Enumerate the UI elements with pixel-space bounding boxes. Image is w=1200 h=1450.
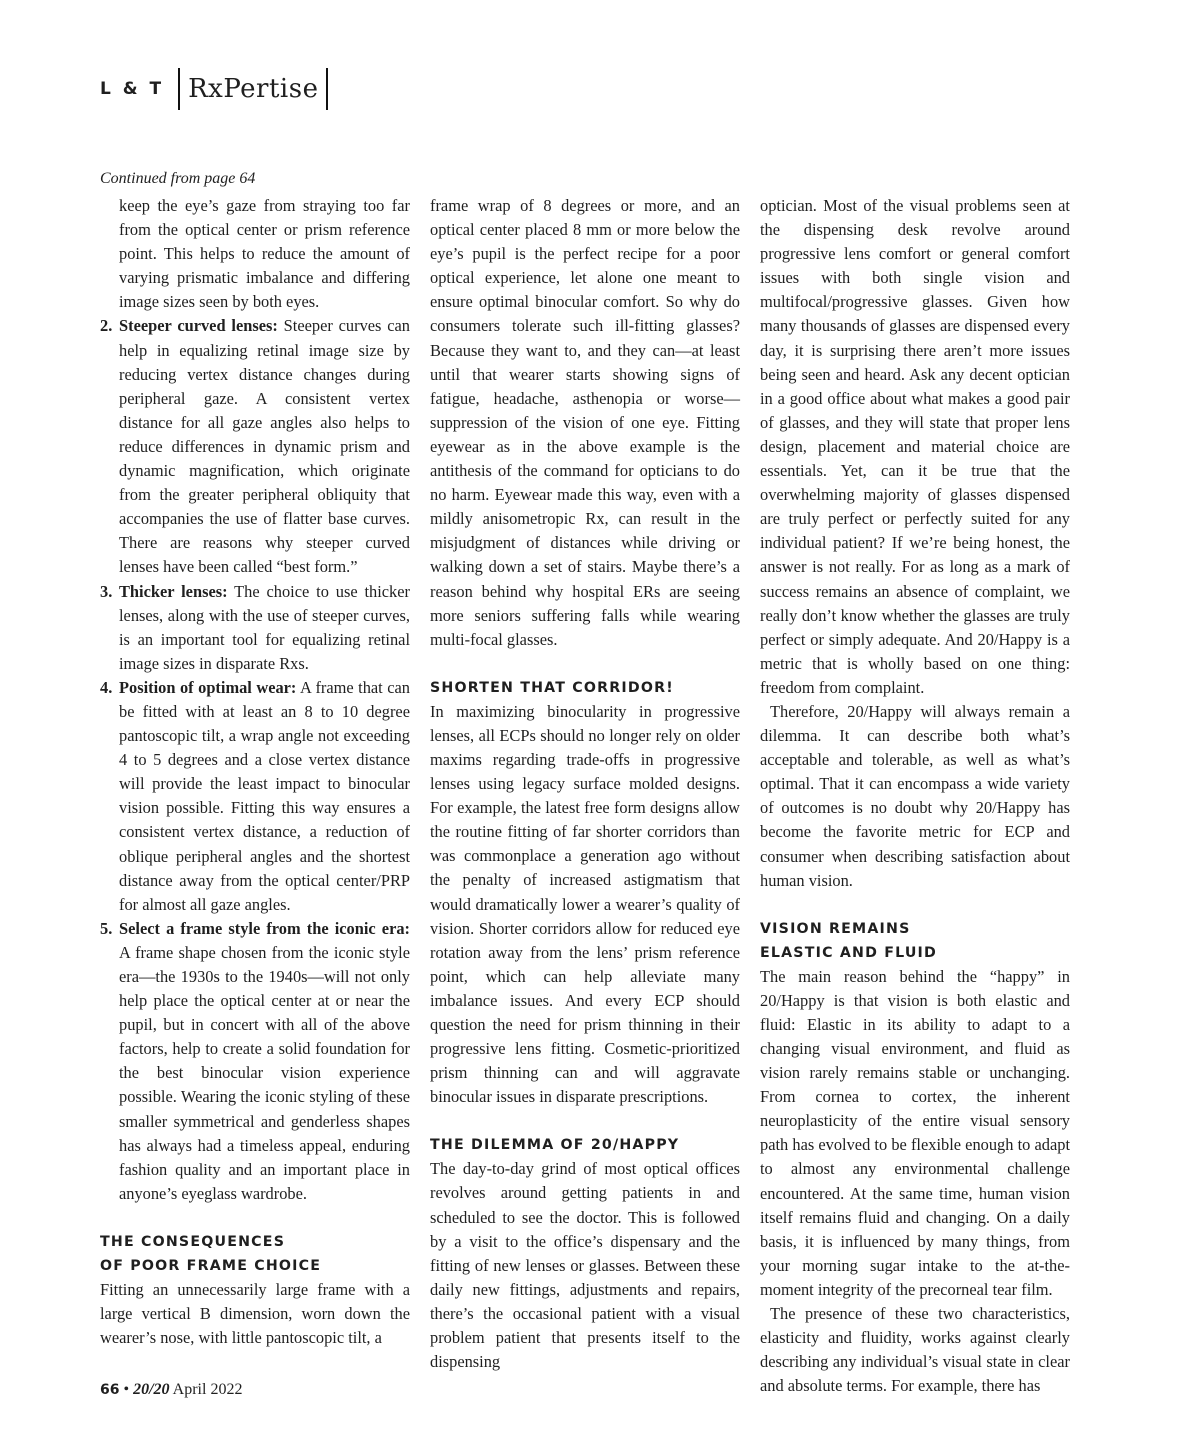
list-item-text: The choice to use thicker lenses, along with the use of steeper curves, is an important tool for equalizing retinal image sizes in disparate Rxs. bbox=[119, 581, 410, 673]
list-item-number: 4. bbox=[100, 677, 113, 697]
body-paragraph: In maximizing binocularity in progressive lenses, all ECPs should no longer rely on older maxims regarding trade-offs in progressive lenses using legacy surface molded designs. For example, the latest free form designs allow the routine fitting of far shorter corridors than was commonplace a generation ago without the penalty of increased astigmatism that would dramatically lower a wearer’s quality of vision. Shorter corridors allow for reduced eye rotation away from the lens’ prism reference point, which can help alleviate many imbalance issues. And every ECP should question the need for prism thinning in their progressive lens fitting. Cosmetic-prioritized prism thinning can and will aggravate binocular issues in disparate prescriptions. bbox=[430, 701, 740, 1107]
list-item-text: A frame that can be fitted with at least an 8 to 10 degree pantoscopic tilt, a wrap angle not exceeding 4 to 5 degrees and a close vertex distance will provide the least impact to binocular vision possible. Fitting this way ensures a consistent vertex distance, a reduction of oblique peripheral angles and the shortest distance away from the optical center/PRP for almost all gaze angles. bbox=[119, 677, 410, 914]
list-item-title: Select a frame style from the iconic era: bbox=[119, 918, 410, 938]
spacer bbox=[430, 652, 740, 676]
subheading-consequences-line2: OF POOR FRAME CHOICE bbox=[100, 1257, 322, 1274]
body-paragraph: optician. Most of the visual problems seen at the dispensing desk revolve around progressive lens comfort or general comfort issues with both single vision and multifocal/progressive glasses. Given how many thousands of glasses are dispensed every day, it is surprising there aren’t more issues being seen and heard. Ask any decent optician in a good office about what makes a good pair of glasses, and they will state that proper lens design, placement and material choice are essentials. Yet, can it be true that the overwhelming majority of glasses dispensed are truly perfect or perfectly suited for any individual patient? If we’re being honest, the answer is not really. For as long as a mark of success remains an absence of complaint, we really don’t know whether the glasses are truly perfect or simply adequate. And 20/Happy is a metric that is wholly based on one thing: freedom from complaint. bbox=[760, 196, 1070, 697]
list-item bbox=[100, 580, 410, 676]
list-item-number: 5. bbox=[100, 918, 113, 938]
section-title: RxPertise bbox=[188, 74, 319, 104]
continued-note: Continued from page 64 bbox=[100, 170, 256, 187]
spacer bbox=[430, 1109, 740, 1133]
page-number: 66 bbox=[100, 1382, 120, 1398]
spacer bbox=[100, 1206, 410, 1230]
issue-date: April 2022 bbox=[172, 1381, 243, 1398]
article-column-2 bbox=[430, 194, 740, 1374]
spacer bbox=[760, 893, 1070, 917]
footer-bullet: • bbox=[123, 1381, 130, 1398]
header-divider bbox=[178, 68, 180, 110]
article-column-1 bbox=[100, 194, 410, 1350]
subheading-dilemma: THE DILEMMA OF 20/HAPPY bbox=[430, 1137, 680, 1154]
list-item-number: 2. bbox=[100, 316, 113, 336]
list-item bbox=[100, 676, 410, 917]
subheading-vision-line2: ELASTIC AND FLUID bbox=[760, 944, 938, 961]
body-paragraph: Fitting an unnecessarily large frame with a large vertical B dimension, worn down the wearer’s nose, with little pantoscopic tilt, a bbox=[100, 1279, 410, 1348]
subheading-vision: VISION REMAINS bbox=[760, 920, 911, 937]
subheading-corridor: SHORTEN THAT CORRIDOR! bbox=[430, 679, 674, 696]
list-item-number: 3. bbox=[100, 581, 113, 601]
header-divider bbox=[326, 68, 328, 110]
page-header bbox=[100, 68, 336, 110]
magazine-name: 20/20 bbox=[133, 1381, 170, 1398]
page-footer bbox=[100, 1381, 242, 1399]
list-item-text: A frame shape chosen from the iconic style era—the 1930s to the 1940s—will not only help place the optical center at or near the pupil, but in concert with all of the above factors, help to create a solid foundation for the best binocular vision experience possible. Wearing the iconic styling of these smaller symmetrical and genderless shapes has always had a timeless appeal, enduring fashion quality and an important place in anyone’s eyeglass wardrobe. bbox=[119, 942, 410, 1203]
list-item-title: Position of optimal wear: bbox=[119, 677, 297, 697]
list-item-title: Thicker lenses: bbox=[119, 581, 228, 601]
subheading-consequences: THE CONSEQUENCES bbox=[100, 1233, 286, 1250]
body-paragraph: Therefore, 20/Happy will always remain a dilemma. It can describe both what’s acceptable and tolerable, as well as what’s optimal. That it can encompass a wide variety of outcomes is no doubt why 20/Happy has become the favorite metric for ECP and consumer when describing satisfaction about human vision. bbox=[760, 701, 1070, 890]
body-paragraph: The day-to-day grind of most optical offices revolves around getting patients in and scheduled to see the doctor. This is followed by a visit to the office’s dispensary and the fitting of new lenses or glasses. Between these daily new fittings, adjustments and repairs, there’s the occasional patient with a visual problem patient that presents itself to the dispensing bbox=[430, 1159, 740, 1372]
list-item bbox=[100, 917, 410, 1206]
body-paragraph: The presence of these two characteristics, elasticity and fluidity, works against clearly describing any individual’s visual state in clear and absolute terms. For example, there has bbox=[760, 1304, 1070, 1396]
list-item-1-continuation: keep the eye’s gaze from straying too far from the optical center or prism reference point. This helps to reduce the amount of varying prismatic imbalance and differing image sizes seen by both eyes. bbox=[119, 196, 410, 312]
body-paragraph: The main reason behind the “happy” in 20/Happy is that vision is both elastic and fluid: Elastic in its ability to adapt to a changing visual environment, and fluid as vision rarely remains stable or unchanging. From cornea to cortex, the inherent neuroplasticity of the entire visual sensory path has evolved to be flexible enough to adapt to almost any environmental challenge encountered. At the same time, human vision itself remains fluid and changing. On a daily basis, it is influenced by many things, from your morning sugar intake to the at-the-moment integrity of the precorneal tear film. bbox=[760, 966, 1070, 1299]
list-item-title: Steeper curved lenses: bbox=[119, 316, 278, 336]
list-item-text: Steeper curves can help in equalizing retinal image size by reducing vertex distance changes during peripheral gaze. A consistent vertex distance for all gaze angles also helps to reduce differences in dynamic prism and dynamic magnification, which originate from the greater peripheral obliquity that accompanies the use of flatter base curves. There are reasons why steeper curved lenses have been called “best form.” bbox=[119, 316, 411, 577]
binocular-tips-list bbox=[100, 314, 410, 1205]
body-paragraph: frame wrap of 8 degrees or more, and an optical center placed 8 mm or more below the eye’s pupil is the perfect recipe for a poor optical experience, let alone one meant to ensure optimal binocular comfort. So why do consumers tolerate such ill-fitting glasses? Because they want to, and they can—at least until that wearer starts showing signs of fatigue, headache, asthenopia or worse—suppression of the vision of one eye. Fitting eyewear as in the above example is the antithesis of the command for opticians to do no harm. Eyewear made this way, even with a mildly anisometropic Rx, can result in the misjudgment of distances while driving or walking down a set of stairs. Maybe there’s a reason behind why hospital ERs are seeing more seniors suffering falls while wearing multi-focal glasses. bbox=[430, 196, 740, 649]
publication-brand: L & T bbox=[100, 79, 165, 99]
list-item bbox=[100, 314, 410, 579]
article-column-3 bbox=[760, 194, 1070, 1398]
